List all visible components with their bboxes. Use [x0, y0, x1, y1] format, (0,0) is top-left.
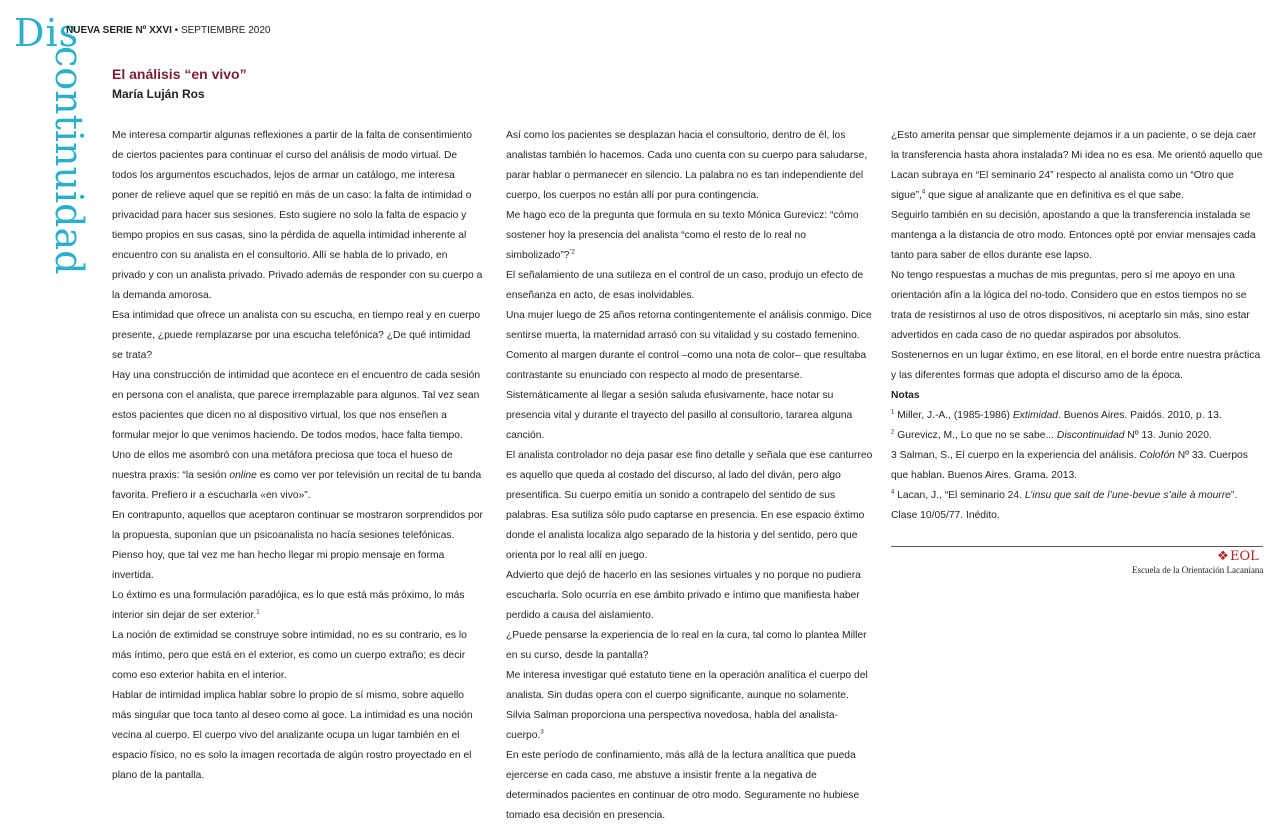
footnote-ref: 1 [256, 609, 260, 616]
paragraph [891, 126, 1263, 206]
paragraph: Advierto que dejó de hacerlo en las sesiones virtuales y no porque no pudiera escucharla. Solo ocurría en ese ámbito privado e íntimo que manifiesta haber perdido a causa del aislamiento. [506, 570, 861, 621]
logo-part-continuidad: continuidad [47, 46, 91, 275]
footnote-italic: Extimidad [1012, 410, 1059, 421]
paragraph: Así como los pacientes se desplazan hacia el consultorio, dentro de él, los analistas también lo hacemos. Cada uno cuenta con su cuerpo para saludarse, parar hablar o permanecer en silencio. La palabra no es tan independiente del cuerpo, los cuerpos no están allí por pura contingencia. [506, 130, 868, 201]
footnote-text: Lacan, J., “El seminario 24. [894, 490, 1025, 501]
paragraph-text: Hay una construcción de intimidad que acontece en el encuentro de cada sesión en persona con el analista, que parece irremplazable para algunos. Tal vez sean estos pacientes que dicen no al dispositivo virtual, los que nos enseñen a formular mejor lo que venimos haciendo. De todos modos, hace falta tiempo. Uno de ellos me asombró con una metáfora preciosa que toca el hueso de nuestra praxis: “la sesión [112, 370, 481, 481]
paragraph-text: Me interesa investigar qué estatuto tiene en la operación analítica el cuerpo del analista. Sin dudas opera con el cuerpo significante, aunque no solamente. Silvia Salman proporciona una perspectiva novedosa, habla del analista-cuerpo. [506, 670, 868, 741]
discontinuidad-logo [12, 11, 92, 275]
eol-school-name: Escuela de la Orientación Lacaniana [1132, 565, 1264, 575]
paragraph [112, 366, 484, 506]
footnote-text: Gurevicz, M., Lo que no se sabe... [894, 430, 1057, 441]
paragraph: El señalamiento de una sutileza en el control de un caso, produjo un efecto de enseñanza en acto, de esas inolvidables. [506, 270, 864, 301]
paragraph: En este período de confinamiento, más allá de la lectura analítica que pueda ejercerse en cada caso, me abstuve a insistir frente a la negativa de determinados pacientes en continuar de otro modo. Seguramente no hubiese tomado esa decisión en presencia. [506, 750, 860, 821]
paragraph-text: Me hago eco de la pregunta que formula en su texto Mónica Gurevicz: “cómo sostener hoy la presencia del analista “como el resto de lo real no simbolizado”? [506, 210, 859, 261]
footnote-1 [891, 406, 1263, 426]
footer-divider [891, 546, 1263, 547]
footnote-italic: Colofón [1139, 450, 1175, 461]
footnote-number: 1 [891, 409, 895, 416]
paragraph: El analista controlador no deja pasar ese fino detalle y señala que ese canturreo es aquello que queda al costado del discurso, al lado del diván, pero algo presentifica. Su cuerpo emitía un sonido a contrapelo del sentido de sus palabras. Esa sutiliza sólo pudo captarse en presencia. En ese espacio éxtimo donde el analista localiza algo separado de la historia y del sentido, pero que orienta por lo real allí en juego. [506, 450, 873, 561]
series-date: SEPTIEMBRE 2020 [180, 25, 271, 36]
paragraph: Hablar de intimidad implica hablar sobre lo propio de sí mismo, sobre aquello más singular que toca tanto al deseo como al goce. La intimidad es una noción vecina al cuerpo. El cuerpo vivo del analizante ocupa un lugar también en el espacio físico, no es solo la imagen recortada de algún rostro proyectado en el plano de la pantalla. [112, 690, 473, 781]
footnote-text: Miller, J.-A., (1985-1986) [894, 410, 1013, 421]
text-column-1 [112, 126, 484, 786]
footnote-text: Nº 13. Junio 2020. [1124, 430, 1212, 441]
paragraph: Seguirlo también en su decisión, apostando a que la transferencia instalada se mantenga a la distancia de otro modo. Entonces opté por enviar mensajes cada tanto para saber de ellos durante ese lapso. [891, 210, 1256, 261]
footnote-text: 3 Salman, S., El cuerpo en la experiencia del análisis. [891, 450, 1140, 461]
notes-title: Notas [891, 390, 920, 401]
series-number: NUEVA SERIE Nº XXVI [66, 25, 172, 36]
footnote-text: Nº 33. Cuerpos que hablan. Buenos Aires. Grama. 2013. [891, 450, 1248, 481]
footnote-italic: Discontinuidad [1056, 430, 1125, 441]
footnote-text: . Buenos Aires. Paidós. 2010, p. 13. [1058, 410, 1222, 421]
footnote-2 [891, 426, 1263, 446]
paragraph: Una mujer luego de 25 años retorna contingentemente el análisis conmigo. Dice sentirse muerta, la maternidad arrasó con su vitalidad y su costado femenino. Comento al margen durante el control –como una nota de color– que resultaba contrastante su enunciado con respecto al modo de presentarse. [506, 310, 872, 381]
text-column-3 [891, 126, 1263, 526]
footnote-number: 2 [891, 429, 895, 436]
footnote-text: ”. Clase 10/05/77. Inédito. [891, 490, 1238, 521]
series-header [66, 25, 270, 36]
italic-online: online [229, 470, 257, 481]
paragraph-text: que sigue al analizante que en definitiva es el que sabe. [928, 190, 1185, 201]
footnote-number: 4 [891, 489, 895, 496]
paragraph [506, 666, 874, 746]
paragraph [506, 206, 874, 266]
footnote-4 [891, 486, 1263, 526]
paragraph-text: ¿Esto amerita pensar que simplemente dejamos ir a un paciente, o se deja caer la transferencia hasta ahora instalada? Mi idea no es esa. Me orientó aquello que Lacan subraya en “El seminario 24” respecto al analista como un “Otro que sigue”, [891, 130, 1263, 201]
series-bullet: • [171, 25, 181, 36]
footnote-ref: ”2 [569, 249, 575, 256]
paragraph: No tengo respuestas a muchas de mis preguntas, pero sí me apoyo en una orientación afín a la lógica del no-todo. Considero que en estos tiempos no se trata de resistirnos al uso de otros dispositivos, ni aceptarlo sin más, sino estar advertidos en cada caso de no quedar aspirados por absolutos. [891, 270, 1250, 341]
text-column-2 [506, 126, 874, 826]
footnote-3 [891, 446, 1263, 486]
paragraph: En contrapunto, aquellos que aceptaron continuar se mostraron sorprendidos por la propuesta, suponían que un psicoanalista no hacía sesiones telefónicas. Pienso hoy, que tal vez me han hecho llegar mi propio mensaje en forma invertida. [112, 510, 483, 581]
article-author: María Luján Ros [112, 87, 205, 101]
paragraph: ¿Puede pensarse la experiencia de lo real en la cura, tal como lo plantea Miller en su curso, desde la pantalla? [506, 630, 867, 661]
eol-emblem-icon: ❖ [1217, 549, 1229, 564]
paragraph [112, 586, 484, 626]
paragraph: Sostenernos en un lugar éxtimo, en ese litoral, en el borde entre nuestra práctica y las diferentes formas que adopta el discurso amo de la época. [891, 350, 1261, 381]
footnote-ref: 3 [540, 729, 544, 736]
eol-logo [1216, 549, 1259, 564]
paragraph: Esa intimidad que ofrece un analista con su escucha, en tiempo real y en cuerpo presente, ¿puede remplazarse por una escucha telefónica? ¿De qué intimidad se trata? [112, 310, 481, 361]
paragraph: Me interesa compartir algunas reflexiones a partir de la falta de consentimiento de ciertos pacientes para continuar el curso del análisis de modo virtual. De todos los argumentos escuchados, lejos de armar un catálogo, me interesa poner de relieve aquel que se repitió en más de un caso: la falta de intimidad o privacidad para hacer sus sesiones. Esto sugiere no solo la falta de espacio y tiempo propios en sus casas, sino la pérdida de aquella intimidad inherente al encuentro con su analista en el consultorio. Allí se habla de lo privado, en privado y con un analista privado. Privado además de responder con su cuerpo a la demanda amorosa. [112, 130, 483, 301]
article-title: El análisis “en vivo” [112, 66, 247, 82]
eol-text: EOL [1230, 549, 1259, 564]
footnote-ref: 4 [921, 189, 926, 196]
paragraph-text: es como ver por televisión un recital de tu banda favorita. Prefiero ir a escucharla «en vivo»”. [112, 470, 482, 501]
footnote-italic: L’insu que sait de l’une-bevue s’aile à mourre [1024, 490, 1231, 501]
paragraph-text: Lo éxtimo es una formulación paradójica, es lo que está más próximo, lo más interior sin dejar de ser exterior. [112, 590, 465, 621]
logo-part-dis: Dis [14, 11, 80, 55]
paragraph: La noción de extimidad se construye sobre intimidad, no es su contrario, es lo más íntimo, pero que está en el exterior, es como un cuerpo extraño; es decir como eso exterior habita en el interior. [112, 630, 467, 681]
paragraph: Sistemáticamente al llegar a sesión saluda efusivamente, hace notar su presencia vital y durante el trayecto del pasillo al consultorio, tararea alguna canción. [506, 390, 853, 441]
